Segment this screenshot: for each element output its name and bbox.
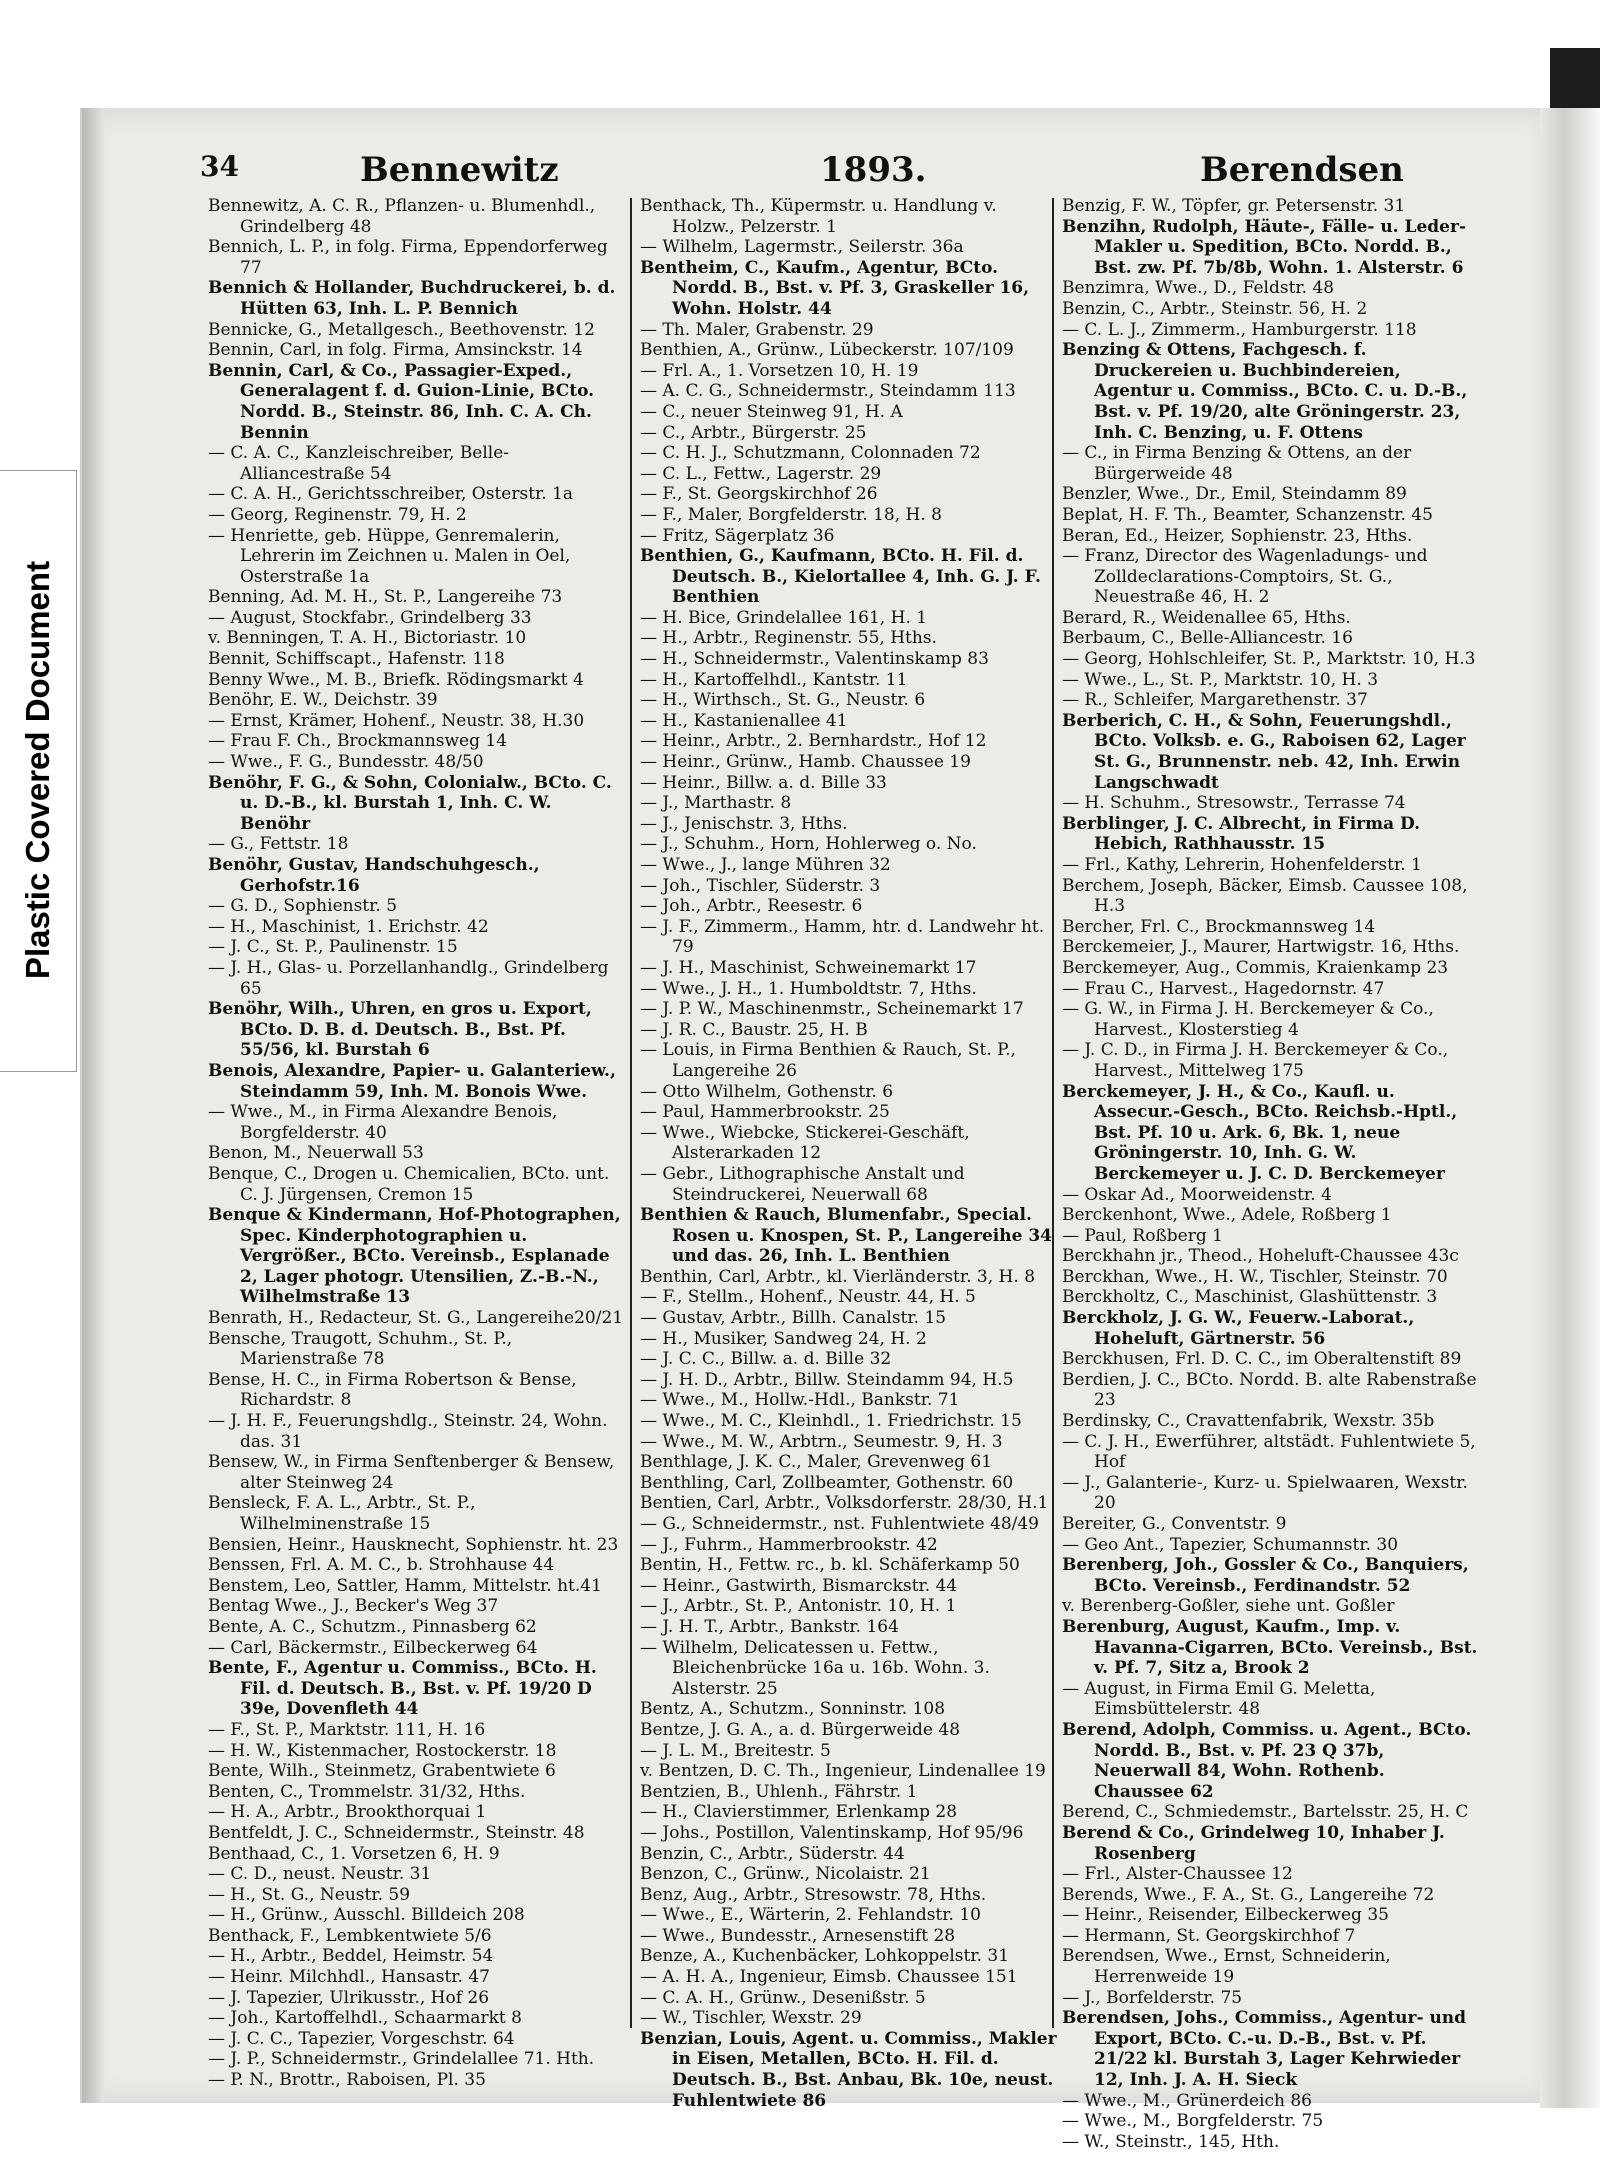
directory-entry: Benthin, Carl, Arbtr., kl. Vierländerstr. 3, H. 8 xyxy=(640,1266,1036,1287)
directory-entry: — August, in Firma Emil G. Meletta, Eimsbüttelerstr. 48 xyxy=(1062,1679,1480,1720)
directory-entry: Benzon, C., Grünw., Nicolaistr. 21 xyxy=(640,1864,931,1885)
directory-entry: — F., St. P., Marktstr. 111, H. 16 xyxy=(208,1720,626,1741)
directory-entry: Bentz, A., Schutzm., Sonninstr. 108 xyxy=(640,1699,946,1720)
directory-entry: Bensche, Traugott, Schuhm., St. P., Marienstraße 78 xyxy=(208,1328,513,1370)
directory-entry: Benque & Kindermann, Hof-Photographen, Spec. Kinderphotographien u. Vergrößer., BCto. Vereinsb., Esplanade 2, Lager photogr. Utensilien, Z.-B.-N., Wilhelmstraße 13 xyxy=(208,1205,621,1308)
directory-entry: Berdien, J. C., BCto. Nordd. B. alte Rabenstraße 23 xyxy=(1062,1369,1477,1411)
directory-entry: Berendsen, Wwe., Ernst, Schneiderin, Herrenweide 19 xyxy=(1062,1946,1391,1988)
directory-entry: — J. C., St. P., Paulinenstr. 15 xyxy=(208,937,626,958)
directory-entry: Bentin, H., Fettw. rc., b. kl. Schäferkamp 50 xyxy=(640,1555,1020,1576)
directory-entry: — J., Arbtr., St. P., Antonistr. 10, H. 1 xyxy=(640,1596,1058,1617)
directory-entry: Berckholz, J. G. W., Feuerw.-Laborat., Hoheluft, Gärtnerstr. 56 xyxy=(1062,1308,1415,1349)
directory-entry: — Wwe., J., lange Mühren 32 xyxy=(640,855,1058,876)
directory-entry: — Wilhelm, Lagermstr., Seilerstr. 36a xyxy=(640,237,1058,258)
directory-entry: — F., Stellm., Hohenf., Neustr. 44, H. 5 xyxy=(640,1287,1058,1308)
directory-entry: — Joh., Arbtr., Reesestr. 6 xyxy=(640,896,1058,917)
directory-entry: — J., Marthastr. 8 xyxy=(640,793,1058,814)
directory-entry: — H. Schuhm., Stresowstr., Terrasse 74 xyxy=(1062,793,1480,814)
directory-entry: Berend, Adolph, Commiss. u. Agent., BCto. Nordd. B., Bst. v. Pf. 23 Q 37b, Neuerwall 84, Wohn. Rothenb. Chaussee 62 xyxy=(1062,1719,1472,1802)
directory-entry: Berckemeier, J., Maurer, Hartwigstr. 16, Hths. xyxy=(1062,937,1460,958)
directory-entry: Benthling, Carl, Zollbeamter, Gothenstr. 60 xyxy=(640,1472,1014,1493)
directory-entry: — H. A., Arbtr., Brookthorquai 1 xyxy=(208,1802,626,1823)
directory-entry: Bentze, J. G. A., a. d. Bürgerweide 48 xyxy=(640,1719,961,1740)
directory-entry: — G. W., in Firma J. H. Berckemeyer & Co., Harvest., Klosterstieg 4 xyxy=(1062,999,1480,1040)
directory-entry: Benten, C., Trommelstr. 31/32, Hths. xyxy=(208,1781,526,1802)
directory-entry: Benny Wwe., M. B., Briefk. Rödingsmarkt 4 xyxy=(208,669,584,690)
directory-entry: v. Bentzen, D. C. Th., Ingenieur, Lindenallee 19 xyxy=(640,1761,1046,1782)
running-head-year: 1893. xyxy=(820,150,927,190)
directory-entry: — C. D., neust. Neustr. 31 xyxy=(208,1864,626,1885)
directory-entry: — J. P., Schneidermstr., Grindelallee 71. Hth. xyxy=(208,2049,626,2070)
directory-entry: — Wwe., J. H., 1. Humboldtstr. 7, Hths. xyxy=(640,979,1058,1000)
directory-entry: — Wwe., Bundesstr., Arnesenstift 28 xyxy=(640,1926,1058,1947)
directory-entry: Berckenhont, Wwe., Adele, Roßberg 1 xyxy=(1062,1205,1392,1226)
directory-entry: — C. J. H., Ewerführer, altstädt. Fuhlentwiete 5, Hof xyxy=(1062,1432,1480,1473)
directory-entry: Bensleck, F. A. L., Arbtr., St. P., Wilhelminenstraße 15 xyxy=(208,1493,476,1534)
directory-entry: Benon, M., Neuerwall 53 xyxy=(208,1143,424,1164)
directory-entry: Benthien, G., Kaufmann, BCto. H. Fil. d. Deutsch. B., Kielortallee 4, Inh. G. J. F. Benthien xyxy=(640,546,1041,608)
directory-entry: — Wwe., M., Hollw.-Hdl., Bankstr. 71 xyxy=(640,1390,1058,1411)
directory-entry: — Wwe., M., Grünerdeich 86 xyxy=(1062,2091,1480,2112)
directory-entry: — H., Clavierstimmer, Erlenkamp 28 xyxy=(640,1802,1058,1823)
directory-entry: — Ernst, Krämer, Hohenf., Neustr. 38, H.30 xyxy=(208,711,626,732)
directory-entry: — H., St. G., Neustr. 59 xyxy=(208,1885,626,1906)
directory-entry: — C., neuer Steinweg 91, H. A xyxy=(640,402,1058,423)
directory-entry: — P. N., Brottr., Raboisen, Pl. 35 xyxy=(208,2070,626,2091)
directory-entry: Benz, Aug., Arbtr., Stresowstr. 78, Hths. xyxy=(640,1884,987,1905)
directory-entry: Berard, R., Weidenallee 65, Hths. xyxy=(1062,607,1351,628)
directory-entry: Benzin, C., Arbtr., Süderstr. 44 xyxy=(640,1843,905,1864)
directory-entry: Bensien, Heinr., Hausknecht, Sophienstr. ht. 23 xyxy=(208,1534,619,1555)
directory-entry: — Otto Wilhelm, Gothenstr. 6 xyxy=(640,1082,1058,1103)
directory-entry: Bentien, Carl, Arbtr., Volksdorferstr. 28/30, H.1 xyxy=(640,1493,1049,1514)
directory-entry: — J. Tapezier, Ulrikusstr., Hof 26 xyxy=(208,1988,626,2009)
directory-entry: — Paul, Hammerbrookstr. 25 xyxy=(640,1102,1058,1123)
running-head-right: Berendsen xyxy=(1200,150,1404,190)
directory-entry: — C. H. J., Schutzmann, Colonnaden 72 xyxy=(640,443,1058,464)
directory-entry: — H., Maschinist, 1. Erichstr. 42 xyxy=(208,917,626,938)
directory-entry: — H., Kastanienallee 41 xyxy=(640,711,1058,732)
directory-entry: Bente, A. C., Schutzm., Pinnasberg 62 xyxy=(208,1616,537,1637)
directory-entry: Berbaum, C., Belle-Alliancestr. 16 xyxy=(1062,628,1353,649)
directory-entry: — J., Schuhm., Horn, Hohlerweg o. No. xyxy=(640,834,1058,855)
directory-entry: — Louis, in Firma Benthien & Rauch, St. P., Langereihe 26 xyxy=(640,1040,1058,1081)
directory-entry: — C., in Firma Benzing & Ottens, an der Bürgerweide 48 xyxy=(1062,443,1480,484)
directory-entry: Benzler, Wwe., Dr., Emil, Steindamm 89 xyxy=(1062,484,1407,505)
directory-entry: — G., Fettstr. 18 xyxy=(208,834,626,855)
directory-entry: — C. L. J., Zimmerm., Hamburgerstr. 118 xyxy=(1062,320,1480,341)
directory-entry: Berdinsky, C., Cravattenfabrik, Wexstr. 35b xyxy=(1062,1411,1435,1432)
directory-entry: — G., Schneidermstr., nst. Fuhlentwiete 48/49 xyxy=(640,1514,1058,1535)
directory-entry: — J. F., Zimmerm., Hamm, htr. d. Landwehr ht. 79 xyxy=(640,917,1058,958)
directory-entry: — W., Tischler, Wexstr. 29 xyxy=(640,2008,1058,2029)
directory-entry: — Heinr., Grünw., Hamb. Chaussee 19 xyxy=(640,752,1058,773)
directory-entry: Benzian, Louis, Agent. u. Commiss., Makler in Eisen, Metallen, BCto. H. Fil. d. Deutsch. B., Bst. Anbau, Bk. 10e, neust. Fuhlentwiete 86 xyxy=(640,2028,1057,2111)
directory-entry: — Joh., Tischler, Süderstr. 3 xyxy=(640,876,1058,897)
directory-entry: Benthack, F., Lembkentwiete 5/6 xyxy=(208,1925,492,1946)
directory-entry: Bennicke, G., Metallgesch., Beethovenstr. 12 xyxy=(208,319,595,340)
directory-entry: Bentfeldt, J. C., Schneidermstr., Steinstr. 48 xyxy=(208,1822,585,1843)
directory-entry: Bennich & Hollander, Buchdruckerei, b. d. Hütten 63, Inh. L. P. Bennich xyxy=(208,278,616,319)
directory-entry: Berckemeyer, Aug., Commis, Kraienkamp 23 xyxy=(1062,957,1449,978)
directory-entry: Benöhr, Gustav, Handschuhgesch., Gerhofstr.16 xyxy=(208,855,540,896)
directory-entry: — Wwe., L., St. P., Marktstr. 10, H. 3 xyxy=(1062,670,1480,691)
directory-entry: — Heinr., Gastwirth, Bismarckstr. 44 xyxy=(640,1576,1058,1597)
directory-entry: — Oskar Ad., Moorweidenstr. 4 xyxy=(1062,1185,1480,1206)
directory-entry: Benze, A., Kuchenbäcker, Lohkoppelstr. 31 xyxy=(640,1946,1010,1967)
directory-entry: Benöhr, E. W., Deichstr. 39 xyxy=(208,690,438,711)
page-right-edge xyxy=(1540,108,1600,2108)
directory-entry: v. Benningen, T. A. H., Bictoriastr. 10 xyxy=(208,628,527,649)
directory-entry: — Wwe., M. W., Arbtrn., Seumestr. 9, H. 3 xyxy=(640,1432,1058,1453)
directory-entry: — Wwe., M., in Firma Alexandre Benois, Borgfelderstr. 40 xyxy=(208,1102,626,1143)
directory-entry: Berblinger, J. C. Albrecht, in Firma D. Hebich, Rathhausstr. 15 xyxy=(1062,813,1421,855)
directory-column-3 xyxy=(1062,196,1480,2152)
directory-entry: Benzihn, Rudolph, Häute-, Fälle- u. Leder-Makler u. Spedition, BCto. Nordd. B., Bst. zw. Pf. 7b/8b, Wohn. 1. Alsterstr. 6 xyxy=(1062,216,1467,278)
directory-entry: Berendsen, Johs., Commiss., Agentur- und Export, BCto. C.-u. D.-B., Bst. v. Pf. 21/22 kl. Burstah 3, Lager Kehrwieder 12, Inh. J. A. H. Sieck xyxy=(1062,2008,1467,2091)
directory-entry: — H., Arbtr., Reginenstr. 55, Hths. xyxy=(640,628,1058,649)
directory-entry: Beran, Ed., Heizer, Sophienstr. 23, Hths. xyxy=(1062,525,1413,546)
directory-entry: — Gebr., Lithographische Anstalt und Steindruckerei, Neuerwall 68 xyxy=(640,1164,1058,1205)
directory-entry: — Heinr. Milchhdl., Hansastr. 47 xyxy=(208,1967,626,1988)
directory-entry: Benthien & Rauch, Blumenfabr., Special. Rosen u. Knospen, St. P., Langereihe 34 und das. 26, Inh. L. Benthien xyxy=(640,1205,1052,1267)
directory-entry: Bente, Wilh., Steinmetz, Grabentwiete 6 xyxy=(208,1761,556,1782)
directory-entry: Berckhahn jr., Theod., Hoheluft-Chaussee 43c xyxy=(1062,1246,1459,1267)
directory-entry: Benöhr, F. G., & Sohn, Colonialw., BCto. C. u. D.-B., kl. Burstah 1, Inh. C. W. Benöhr xyxy=(208,772,612,834)
directory-entry: — Frau C., Harvest., Hagedornstr. 47 xyxy=(1062,979,1480,1000)
page-number: 34 xyxy=(200,150,239,183)
directory-entry: Bensew, W., in Firma Senftenberger & Bensew, alter Steinweg 24 xyxy=(208,1452,615,1493)
directory-entry: — F., Maler, Borgfelderstr. 18, H. 8 xyxy=(640,505,1058,526)
directory-entry: Bercher, Frl. C., Brockmannsweg 14 xyxy=(1062,916,1376,937)
plastic-cover-label: Plastic Covered Document xyxy=(19,560,56,980)
directory-entry: — C. L., Fettw., Lagerstr. 29 xyxy=(640,464,1058,485)
directory-column-2 xyxy=(640,196,1058,2111)
directory-entry: — J. L. M., Breitestr. 5 xyxy=(640,1741,1058,1762)
directory-entry: — Carl, Bäckermstr., Eilbeckerweg 64 xyxy=(208,1638,626,1659)
directory-entry: Bentzien, B., Uhlenh., Fährstr. 1 xyxy=(640,1781,918,1802)
directory-entry: Bennich, L. P., in folg. Firma, Eppendorferweg 77 xyxy=(208,237,608,278)
directory-entry: — Hermann, St. Georgskirchhof 7 xyxy=(1062,1926,1480,1947)
directory-entry: — J., Fuhrm., Hammerbrookstr. 42 xyxy=(640,1535,1058,1556)
directory-entry: — C. A. C., Kanzleischreiber, Belle-Alliancestraße 54 xyxy=(208,443,626,484)
directory-entry: — A. C. G., Schneidermstr., Steindamm 113 xyxy=(640,381,1058,402)
directory-entry: — Geo Ant., Tapezier, Schumannstr. 30 xyxy=(1062,1535,1480,1556)
directory-entry: — Wwe., F. G., Bundesstr. 48/50 xyxy=(208,752,626,773)
directory-entry: — R., Schleifer, Margarethenstr. 37 xyxy=(1062,690,1480,711)
directory-entry: Benzing & Ottens, Fachgesch. f. Druckereien u. Buchbindereien, Agentur u. Commiss., BCto. C. u. D.-B., Bst. v. Pf. 19/20, alte Gröningerstr. 23, Inh. C. Benzing, u. F. Ottens xyxy=(1062,340,1468,443)
directory-entry: — Georg, Hohlschleifer, St. P., Marktstr. 10, H.3 xyxy=(1062,649,1480,670)
directory-entry: — Frl., Kathy, Lehrerin, Hohenfelderstr. 1 xyxy=(1062,855,1480,876)
directory-entry: Bereiter, G., Conventstr. 9 xyxy=(1062,1514,1287,1534)
directory-entry: Bennit, Schiffscapt., Hafenstr. 118 xyxy=(208,649,505,670)
directory-entry: — Fritz, Sägerplatz 36 xyxy=(640,526,1058,547)
directory-entry: v. Berenberg-Goßler, siehe unt. Goßler xyxy=(1062,1596,1395,1617)
directory-entry: Bennewitz, A. C. R., Pflanzen- u. Blumenhdl., Grindelberg 48 xyxy=(208,196,596,237)
directory-entry: Berberich, C. H., & Sohn, Feuerungshdl., BCto. Volksb. e. G., Raboisen 62, Lager St. G., Brunnenstr. neb. 42, Inh. Erwin Langschwadt xyxy=(1062,710,1466,793)
directory-entry: — J. P. W., Maschinenmstr., Scheinemarkt 17 xyxy=(640,999,1058,1020)
directory-entry: Benssen, Frl. A. M. C., b. Strohhause 44 xyxy=(208,1555,555,1576)
directory-entry: — C. A. H., Grünw., Desenißstr. 5 xyxy=(640,1988,1058,2009)
directory-entry: Benque, C., Drogen u. Chemicalien, BCto. unt. C. J. Jürgensen, Cremon 15 xyxy=(208,1163,610,1205)
directory-entry: — Frl. A., 1. Vorsetzen 10, H. 19 xyxy=(640,361,1058,382)
directory-entry: — Franz, Director des Wagenladungs- und Zolldeclarations-Comptoirs, St. G., Neuestraße 46, H. 2 xyxy=(1062,546,1480,608)
directory-entry: — Wwe., Wiebcke, Stickerei-Geschäft, Alsterarkaden 12 xyxy=(640,1123,1058,1164)
directory-entry: — Wwe., E., Wärterin, 2. Fehlandstr. 10 xyxy=(640,1905,1058,1926)
directory-entry: — J., Galanterie-, Kurz- u. Spielwaaren, Wexstr. 20 xyxy=(1062,1473,1480,1514)
directory-entry: — H., Arbtr., Beddel, Heimstr. 54 xyxy=(208,1946,626,1967)
directory-entry: — Wwe., M. C., Kleinhdl., 1. Friedrichstr. 15 xyxy=(640,1411,1058,1432)
directory-entry: — C., Arbtr., Bürgerstr. 25 xyxy=(640,423,1058,444)
directory-column-1 xyxy=(208,196,626,2091)
directory-entry: — Wilhelm, Delicatessen u. Fettw., Bleichenbrücke 16a u. 16b. Wohn. 3. Alsterstr. 25 xyxy=(640,1638,1058,1700)
directory-entry: Benzimra, Wwe., D., Feldstr. 48 xyxy=(1062,278,1335,299)
directory-entry: Benöhr, Wilh., Uhren, en gros u. Export, BCto. D. B. d. Deutsch. B., Bst. Pf. 55/56, kl. Burstah 6 xyxy=(208,999,592,1061)
directory-entry: — Heinr., Arbtr., 2. Bernhardstr., Hof 12 xyxy=(640,731,1058,752)
directory-entry: — J. C. D., in Firma J. H. Berckemeyer & Co., Harvest., Mittelweg 175 xyxy=(1062,1040,1480,1081)
directory-entry: Berenberg, Joh., Gossler & Co., Banquiers, BCto. Vereinsb., Ferdinandstr. 52 xyxy=(1062,1555,1469,1596)
page-spine-shadow xyxy=(82,108,104,2103)
directory-entry: — H. W., Kistenmacher, Rostockerstr. 18 xyxy=(208,1741,626,1762)
directory-entry: Benthaad, C., 1. Vorsetzen 6, H. 9 xyxy=(208,1843,500,1864)
directory-entry: Berend, C., Schmiedemstr., Bartelsstr. 25, H. C xyxy=(1062,1802,1469,1823)
directory-entry: Benzin, C., Arbtr., Steinstr. 56, H. 2 xyxy=(1062,298,1368,319)
directory-entry: — J. H. D., Arbtr., Billw. Steindamm 94, H.5 xyxy=(640,1370,1058,1391)
directory-entry: — F., St. Georgskirchhof 26 xyxy=(640,484,1058,505)
directory-entry: Benstem, Leo, Sattler, Hamm, Mittelstr. ht.41 xyxy=(208,1575,602,1596)
directory-entry: — Heinr., Reisender, Eilbeckerweg 35 xyxy=(1062,1905,1480,1926)
directory-entry: — W., Steinstr., 145, Hth. xyxy=(1062,2132,1480,2153)
directory-entry: — G. D., Sophienstr. 5 xyxy=(208,896,626,917)
directory-entry: — H., Kartoffelhdl., Kantstr. 11 xyxy=(640,670,1058,691)
directory-entry: Berckholtz, C., Maschinist, Glashüttenstr. 3 xyxy=(1062,1287,1438,1308)
directory-entry: — Johs., Postillon, Valentinskamp, Hof 95/96 xyxy=(640,1823,1058,1844)
directory-entry: Berenburg, August, Kaufm., Imp. v. Havanna-Cigarren, BCto. Vereinsb., Bst. v. Pf. 7, Sitz a, Brook 2 xyxy=(1062,1616,1478,1679)
directory-entry: Bente, F., Agentur u. Commiss., BCto. H. Fil. d. Deutsch. B., Bst. v. Pf. 19/20 D 39e, Dovenfleth 44 xyxy=(208,1658,597,1720)
directory-entry: — August, Stockfabr., Grindelberg 33 xyxy=(208,608,626,629)
directory-entry: — A. H. A., Ingenieur, Eimsb. Chaussee 151 xyxy=(640,1967,1058,1988)
directory-entry: Benning, Ad. M. H., St. P., Langereihe 73 xyxy=(208,587,563,608)
directory-entry: Benthien, A., Grünw., Lübeckerstr. 107/109 xyxy=(640,340,1014,361)
directory-entry: Berckhan, Wwe., H. W., Tischler, Steinstr. 70 xyxy=(1062,1266,1448,1287)
directory-entry: — Heinr., Billw. a. d. Bille 33 xyxy=(640,773,1058,794)
scan-top-margin xyxy=(0,0,1600,52)
directory-entry: — H., Grünw., Ausschl. Billdeich 208 xyxy=(208,1905,626,1926)
directory-entry: Benthlage, J. K. C., Maler, Grevenweg 61 xyxy=(640,1452,993,1473)
directory-entry: — J. H. F., Feuerungshdlg., Steinstr. 24, Wohn. das. 31 xyxy=(208,1411,626,1452)
directory-entry: Berckhusen, Frl. D. C. C., im Oberaltenstift 89 xyxy=(1062,1349,1462,1370)
directory-entry: — J., Jenischstr. 3, Hths. xyxy=(640,814,1058,835)
directory-entry: Benthack, Th., Küpermstr. u. Handlung v. Holzw., Pelzerstr. 1 xyxy=(640,196,997,237)
directory-entry: — Wwe., M., Borgfelderstr. 75 xyxy=(1062,2111,1480,2132)
directory-entry: — Paul, Roßberg 1 xyxy=(1062,1226,1480,1247)
directory-entry: — H., Wirthsch., St. G., Neustr. 6 xyxy=(640,690,1058,711)
directory-entry: Benrath, H., Redacteur, St. G., Langereihe20/21 xyxy=(208,1308,624,1329)
directory-entry: Berckemeyer, J. H., & Co., Kaufl. u. Assecur.-Gesch., BCto. Reichsb.-Hptl., Bst. Pf. 10 u. Ark. 6, Bk. 1, neue Gröningerstr. 10, Inh. G. W. Berckemeyer u. J. C. D. Berckemeyer xyxy=(1062,1081,1458,1184)
directory-entry: — J. C. C., Tapezier, Vorgeschstr. 64 xyxy=(208,2029,626,2050)
column-divider xyxy=(630,198,632,2028)
directory-entry: — Georg, Reginenstr. 79, H. 2 xyxy=(208,505,626,526)
directory-entry: — J. H. T., Arbtr., Bankstr. 164 xyxy=(640,1617,1058,1638)
directory-entry: — J. H., Maschinist, Schweinemarkt 17 xyxy=(640,958,1058,979)
directory-entry: Berends, Wwe., F. A., St. G., Langereihe 72 xyxy=(1062,1884,1435,1905)
directory-entry: Beplat, H. F. Th., Beamter, Schanzenstr. 45 xyxy=(1062,504,1433,525)
running-head-left: Bennewitz xyxy=(360,150,559,190)
directory-entry: Bennin, Carl, & Co., Passagier-Exped., Generalagent f. d. Guion-Linie, BCto. Nordd. B., Steinstr. 86, Inh. C. A. Ch. Bennin xyxy=(208,360,595,443)
directory-entry: — Henriette, geb. Hüppe, Genremalerin, Lehrerin im Zeichnen u. Malen in Oel, Osterstraße 1a xyxy=(208,526,626,588)
directory-entry: — Joh., Kartoffelhdl., Schaarmarkt 8 xyxy=(208,2008,626,2029)
directory-entry: — Frl., Alster-Chaussee 12 xyxy=(1062,1864,1480,1885)
directory-entry: — J. R. C., Baustr. 25, H. B xyxy=(640,1020,1058,1041)
directory-entry: Bentheim, C., Kaufm., Agentur, BCto. Nordd. B., Bst. v. Pf. 3, Graskeller 16, Wohn. Holstr. 44 xyxy=(640,257,1030,319)
directory-entry: — J. C. C., Billw. a. d. Bille 32 xyxy=(640,1349,1058,1370)
directory-entry: Bentag Wwe., J., Becker's Weg 37 xyxy=(208,1596,499,1617)
directory-entry: Bense, H. C., in Firma Robertson & Bense, Richardstr. 8 xyxy=(208,1369,577,1411)
directory-entry: — C. A. H., Gerichtsschreiber, Osterstr. 1a xyxy=(208,484,626,505)
directory-entry: Berend & Co., Grindelweg 10, Inhaber J. Rosenberg xyxy=(1062,1822,1445,1864)
directory-entry: — J., Borfelderstr. 75 xyxy=(1062,1988,1480,2009)
directory-entry: — Frau F. Ch., Brockmannsweg 14 xyxy=(208,731,626,752)
directory-entry: — Th. Maler, Grabenstr. 29 xyxy=(640,320,1058,341)
directory-entry: — H. Bice, Grindelallee 161, H. 1 xyxy=(640,608,1058,629)
directory-entry: — Gustav, Arbtr., Billh. Canalstr. 15 xyxy=(640,1308,1058,1329)
directory-entry: Bennin, Carl, in folg. Firma, Amsinckstr. 14 xyxy=(208,340,583,361)
directory-entry: — H., Schneidermstr., Valentinskamp 83 xyxy=(640,649,1058,670)
directory-entry: Benzig, F. W., Töpfer, gr. Petersenstr. 31 xyxy=(1062,196,1406,216)
directory-entry: — J. H., Glas- u. Porzellanhandlg., Grindelberg 65 xyxy=(208,958,626,999)
directory-entry: — H., Musiker, Sandweg 24, H. 2 xyxy=(640,1329,1058,1350)
directory-entry: Berchem, Joseph, Bäcker, Eimsb. Caussee 108, H.3 xyxy=(1062,875,1468,917)
directory-entry: Benois, Alexandre, Papier- u. Galanteriew., Steindamm 59, Inh. M. Bonois Wwe. xyxy=(208,1060,616,1102)
